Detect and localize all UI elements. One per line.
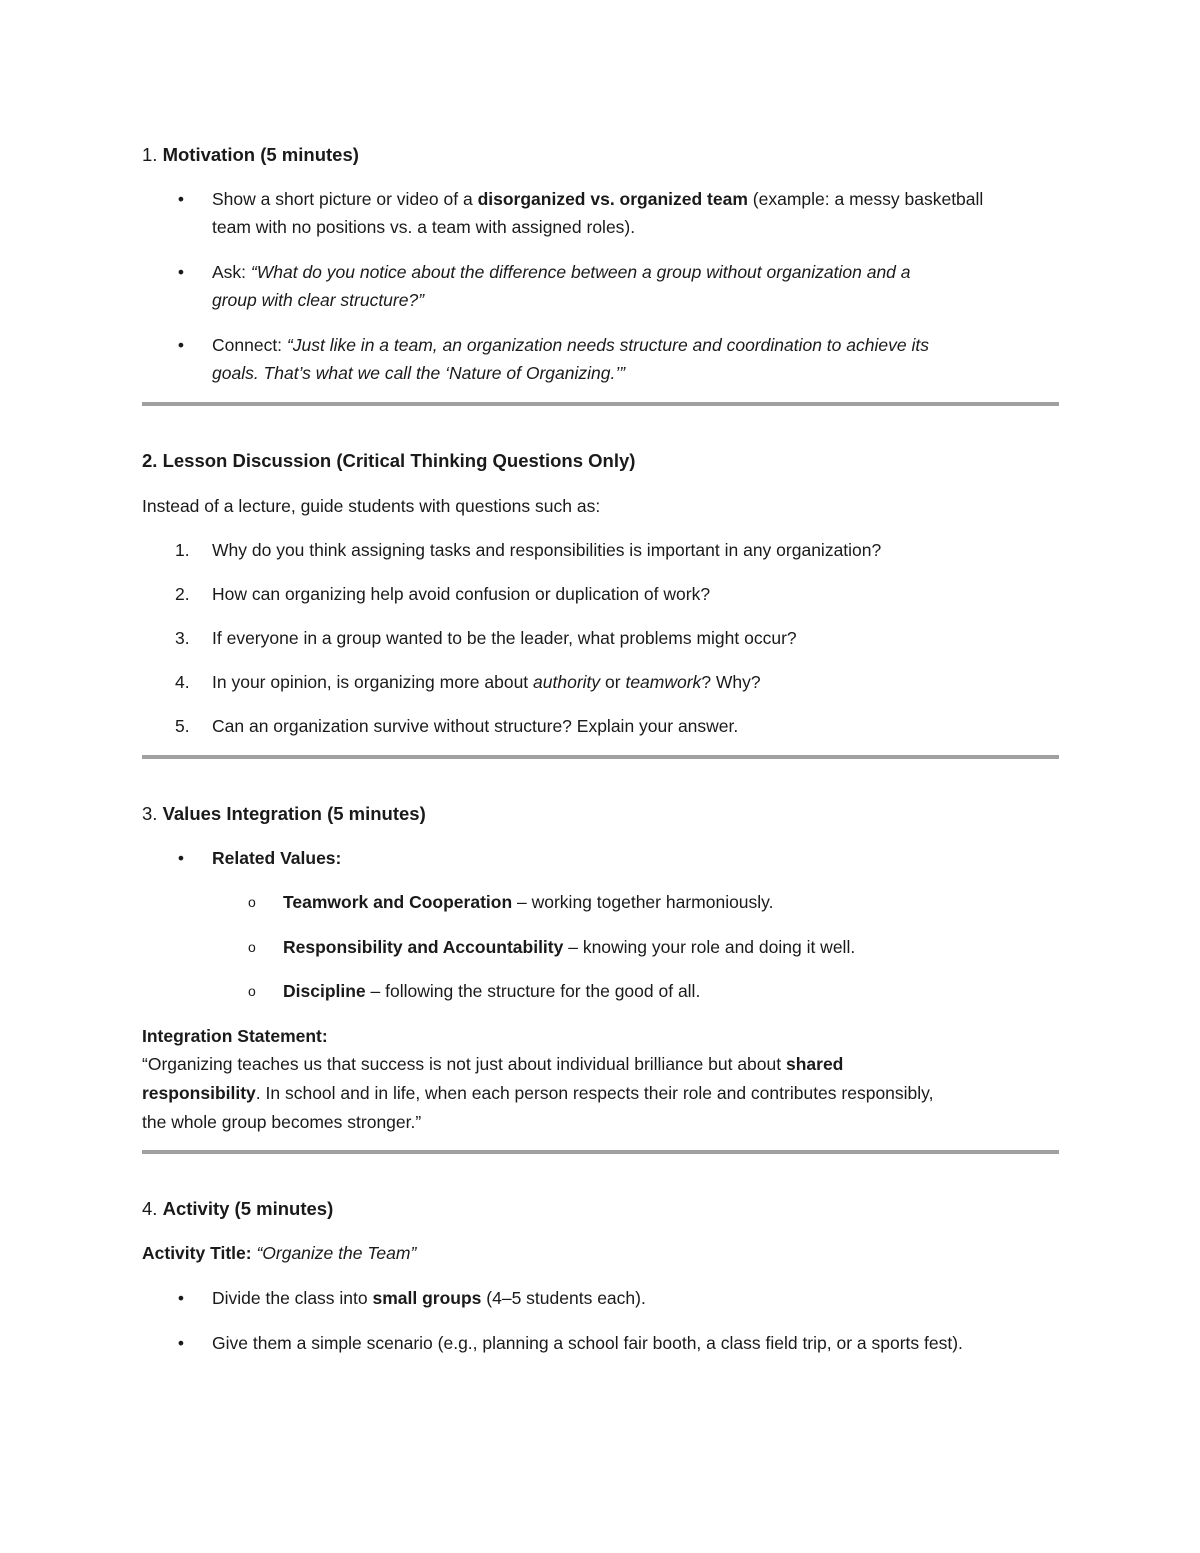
horizontal-rule xyxy=(142,755,1059,759)
bullet-marker: • xyxy=(177,189,185,209)
section-heading: 4. Activity (5 minutes) xyxy=(142,1198,334,1219)
document-page: 1. Motivation (5 minutes) • Show a short picture or video of a disorganized vs. organized team (example: a messy basketball team with no positions vs. a team with assigned roles). • Ask: “What do you notice about the difference between a group without organization and a group with clear structure?” • Connect: “Just like in a team, an organization needs structure and coordination to achieve its goals. That’s what we call the ‘Nature of Organizing.’” 2. Lesson Discussion (Critical Thinking Questions Only) Instead of a lecture, guide students with questions such as: 1. Why do you think assigning tasks and responsibilities is important in any organization? 2. How can organizing help avoid confusion or duplication of work? 3. If everyone in a group wanted to be the leader, what problems might occur? 4. In your opinion, is organizing more about authority or teamwork? Why? 5. Can an organization survive without structure? Explain your answer. 3. Values Integration (5 minutes) • Related Values: o Teamwork and Cooperation – working together harmoniously. o Responsibility and Accountability – knowing your role and doing it well. o Discipline – following the structure for the good of all. Integration Statement: “Organizing teaches us that success is not just about individual brilliance but about shared responsibility. In school and in life, when each person respects their role and contributes responsibly, the whole group becomes stronger.” 4. Activity (5 minutes) Activity Title: “Organize the Team” • Divide the class into small groups (4–5 students each). • Give them a simple scenario (e.g., planning a school fair booth, a class field trip, or a sports fest). xyxy=(0,0,1200,1553)
bullet-marker: • xyxy=(177,335,185,355)
bullet-marker: • xyxy=(177,848,185,868)
horizontal-rule xyxy=(142,402,1059,406)
sub-bullet-marker: o xyxy=(248,983,256,999)
bullet-marker: • xyxy=(177,1288,185,1308)
sub-bullet-marker: o xyxy=(248,894,256,910)
section-heading: 2. Lesson Discussion (Critical Thinking Questions Only) xyxy=(142,450,636,471)
horizontal-rule xyxy=(142,1150,1059,1154)
sub-bullet-marker: o xyxy=(248,939,256,955)
activity-title: Activity Title: “Organize the Team” xyxy=(142,1243,417,1263)
bullet-marker: • xyxy=(177,1333,185,1353)
intro-text: Instead of a lecture, guide students with questions such as: xyxy=(142,496,601,516)
section-heading: 1. Motivation (5 minutes) xyxy=(142,144,359,165)
section-heading: 3. Values Integration (5 minutes) xyxy=(142,803,426,824)
bullet-marker: • xyxy=(177,262,185,282)
